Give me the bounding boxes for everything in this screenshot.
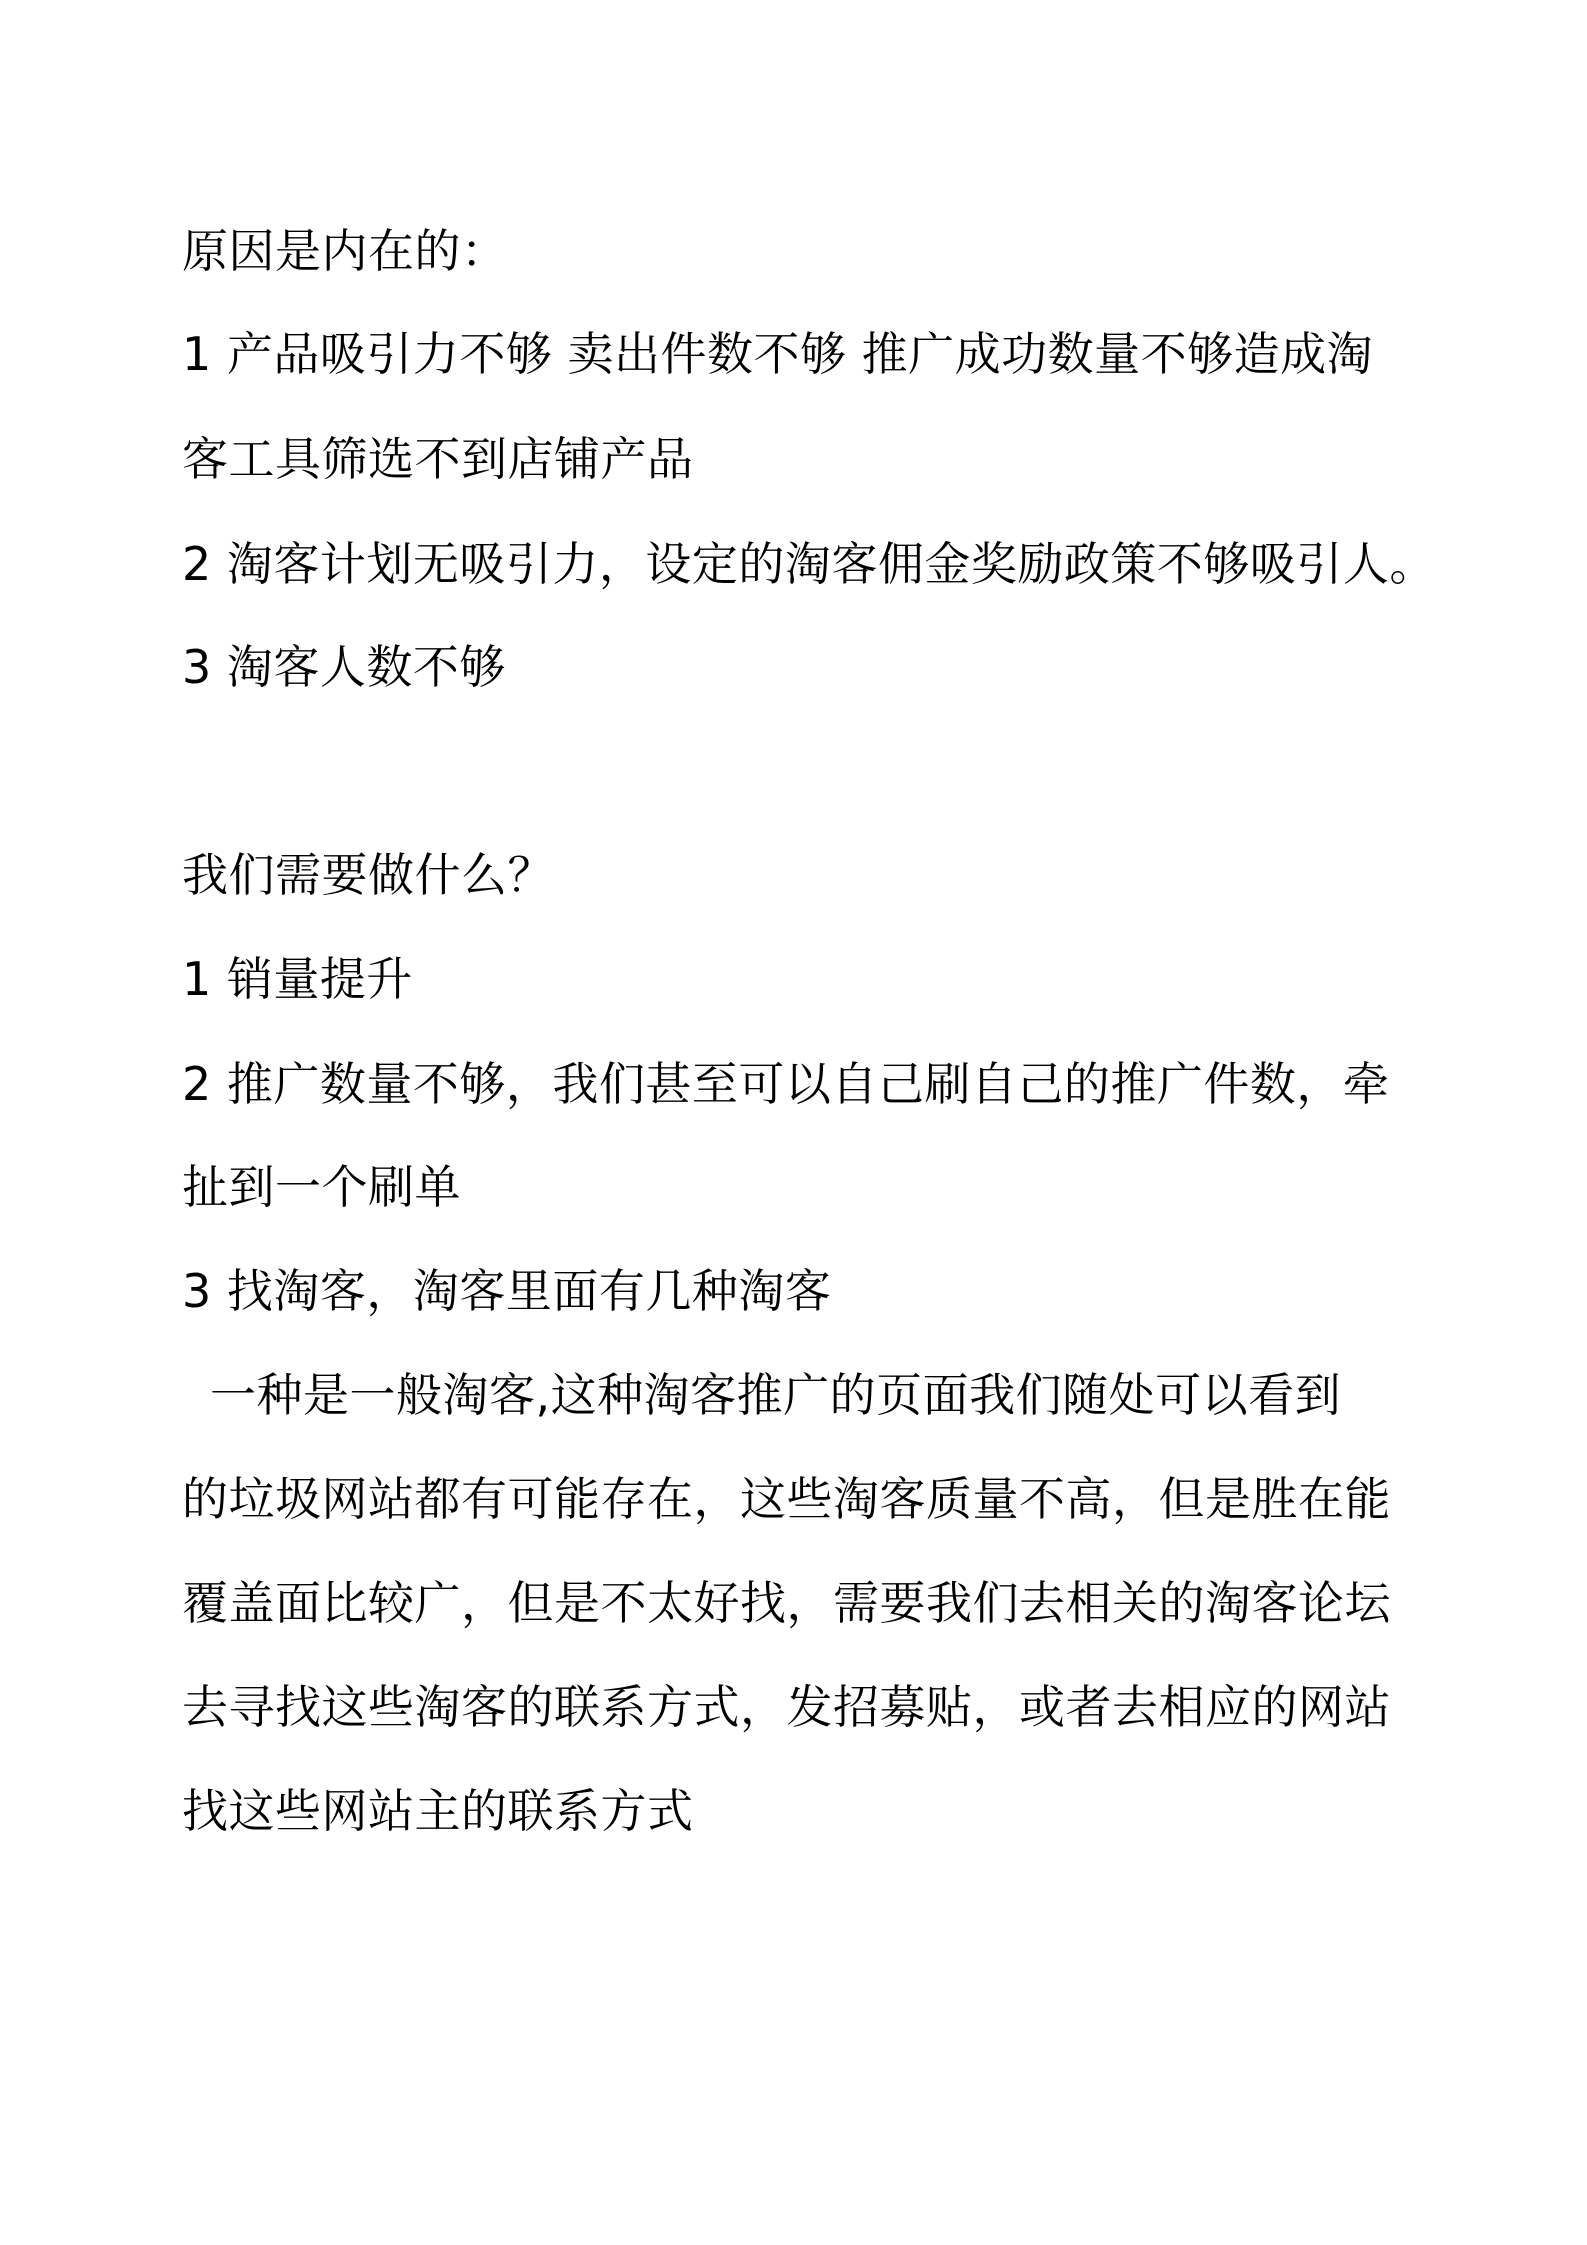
section-heading-actions: 我们需要做什么？ bbox=[182, 848, 554, 902]
action-3-detail-line-3: 覆盖面比较广，但是不太好找，需要我们去相关的淘客论坛 bbox=[182, 1576, 1391, 1630]
action-2-line-1: 2 推广数量不够，我们甚至可以自己刷自己的推广件数，牵 bbox=[182, 1057, 1390, 1111]
reason-3: 3 淘客人数不够 bbox=[182, 640, 506, 694]
action-3-detail-line-2: 的垃圾网站都有可能存在，这些淘客质量不高，但是胜在能 bbox=[182, 1472, 1391, 1526]
action-3-detail-line-1: 一种是一般淘客,这种淘客推广的页面我们随处可以看到 bbox=[210, 1368, 1342, 1422]
reason-1-line-2: 客工具筛选不到店铺产品 bbox=[182, 432, 694, 486]
action-2-line-2: 扯到一个刷单 bbox=[182, 1160, 461, 1214]
action-3-detail-line-4: 去寻找这些淘客的联系方式，发招募贴，或者去相应的网站 bbox=[182, 1680, 1391, 1734]
section-heading-reasons: 原因是内在的： bbox=[182, 224, 508, 278]
action-3: 3 找淘客，淘客里面有几种淘客 bbox=[182, 1264, 832, 1318]
reason-1-line-1: 1 产品吸引力不够 卖出件数不够 推广成功数量不够造成淘 bbox=[182, 327, 1374, 381]
action-3-detail-line-5: 找这些网站主的联系方式 bbox=[182, 1784, 694, 1838]
reason-2: 2 淘客计划无吸引力，设定的淘客佣金奖励政策不够吸引人。 bbox=[182, 537, 1436, 591]
action-1: 1 销量提升 bbox=[182, 952, 413, 1006]
